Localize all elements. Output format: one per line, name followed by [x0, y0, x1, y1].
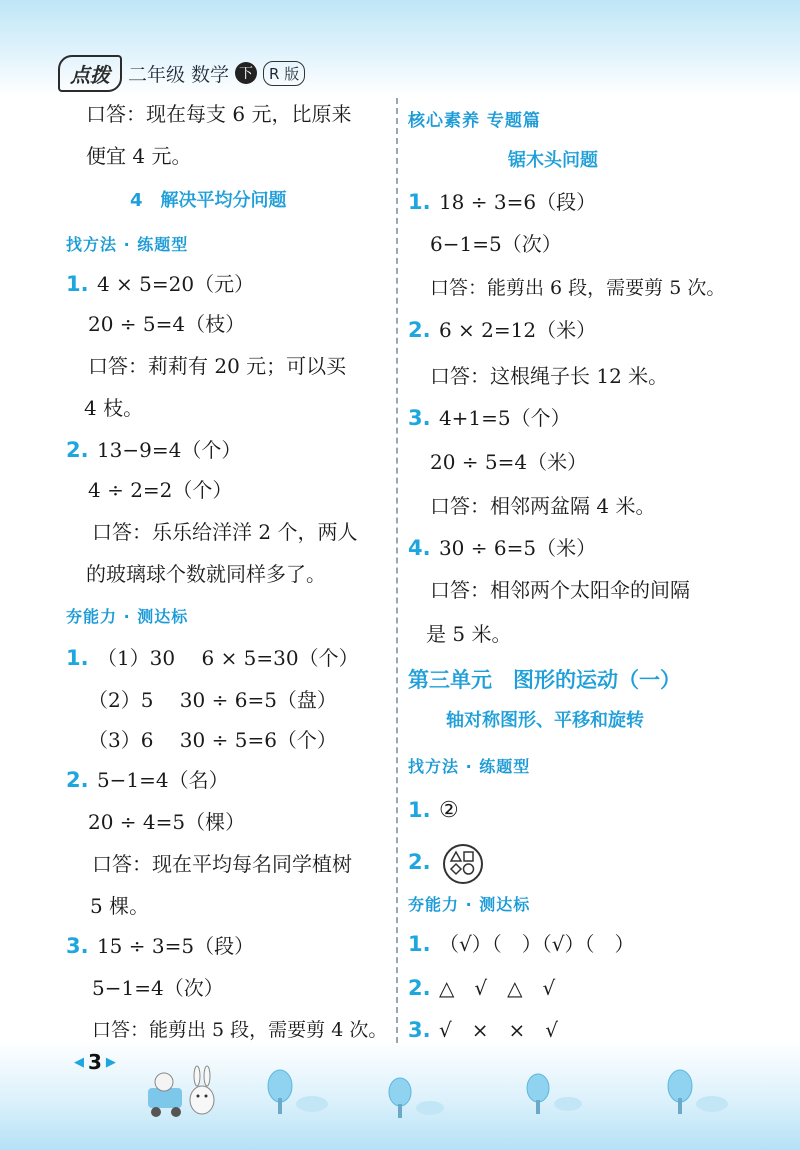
answer-line: 口答：相邻两盆隔 4 米。 [430, 494, 656, 518]
question-4 [408, 534, 596, 562]
question-number: 1. [408, 932, 431, 956]
answer-line: 30 ÷ 6=5（米） [438, 536, 597, 560]
subject-label: 二年级 数学 [128, 63, 230, 86]
unit-title: 第三单元 图形的运动（一） [408, 668, 681, 692]
question-number: 2. [66, 438, 89, 462]
column-divider [396, 98, 398, 1043]
section-heading-core: 核心素养 专题篇 [408, 111, 541, 131]
question-number: 1. [66, 272, 89, 296]
answer-line: 口答：这根绳子长 12 米。 [430, 364, 669, 388]
answer-line: 5 棵。 [90, 894, 150, 918]
question-1 [408, 796, 459, 825]
question-number: 3. [408, 406, 431, 430]
volume-badge: 下 [235, 62, 257, 84]
section-heading-ability: 夯能力 · 测达标 [408, 895, 531, 914]
answer-line: 5−1=4（次） [92, 976, 224, 1000]
shapes-circle-icon [443, 844, 483, 884]
answer-line: 20 ÷ 5=4（米） [430, 450, 588, 474]
tree-icon [662, 1066, 732, 1116]
topic-title: 锯木头问题 [508, 150, 598, 171]
answer-line: 口答：现在平均每名同学植树 [92, 852, 352, 876]
answer-line: （3）6 30 ÷ 5=6（个） [88, 728, 337, 752]
question-number: 1. [66, 646, 89, 670]
answer-line: 4 × 5=20（元） [96, 272, 255, 296]
edition-label: R 版 [263, 61, 305, 86]
page-number-value: 3 [88, 1050, 102, 1074]
question-1 [408, 930, 634, 958]
answer-line: 4 ÷ 2=2（个） [88, 478, 233, 502]
question-number: 4. [408, 536, 431, 560]
question-1 [66, 270, 254, 298]
page-header [58, 56, 305, 90]
question-number: 3. [66, 934, 89, 958]
question-number: 2. [408, 850, 431, 874]
bunny-cart-illustration-icon [140, 1062, 230, 1122]
answer-line: 20 ÷ 4=5（棵） [88, 810, 246, 834]
question-2 [408, 316, 596, 344]
question-number: 1. [408, 190, 431, 214]
right-triangle-icon: ▶ [105, 1054, 116, 1070]
shapes-icon [445, 846, 481, 882]
answer-line: 4 枝。 [84, 396, 144, 420]
answer-line: △ √ △ √ [438, 976, 556, 1000]
answer-line: 6−1=5（次） [430, 232, 562, 256]
answer-line: 18 ÷ 3=6（段） [438, 190, 597, 214]
question-1 [408, 188, 596, 216]
answer-line: 是 5 米。 [426, 622, 512, 646]
tree-icon [382, 1074, 452, 1120]
tree-icon [262, 1066, 332, 1116]
answer-line: 口答：现在每支 6 元，比原来 [86, 102, 352, 126]
answer-line: （√）（ ）（√）（ ） [438, 932, 635, 956]
question-1 [66, 644, 359, 672]
question-2 [408, 974, 555, 1002]
question-2 [66, 766, 229, 794]
left-triangle-icon: ◀ [74, 1054, 84, 1070]
answer-line: √ × × √ [438, 1018, 558, 1042]
question-2 [408, 842, 483, 884]
answer-line: 口答：能剪出 5 段，需要剪 4 次。 [92, 1019, 388, 1041]
answer-line: 6 × 2=12（米） [438, 318, 597, 342]
answer-line: （1）30 6 × 5=30（个） [96, 646, 359, 670]
question-number: 2. [408, 976, 431, 1000]
section-heading-ability: 夯能力 · 测达标 [66, 607, 189, 626]
answer-line: 4+1=5（个） [438, 406, 571, 430]
question-number: 1. [408, 798, 431, 822]
question-3 [408, 1016, 558, 1044]
answer-line: 口答：能剪出 6 段，需要剪 5 次。 [430, 277, 726, 299]
circled-answer: ② [438, 798, 459, 823]
answer-line: 口答：乐乐给洋洋 2 个，两人 [92, 520, 358, 544]
brand-logo: 点拨 [58, 55, 122, 92]
page-number [74, 1050, 116, 1074]
lesson-title: 4 解决平均分问题 [130, 190, 287, 211]
answer-line: 的玻璃球个数就同样多了。 [86, 562, 326, 586]
question-3 [408, 404, 571, 432]
answer-line: 口答：莉莉有 20 元；可以买 [88, 354, 347, 378]
question-number: 2. [408, 318, 431, 342]
answer-line: 便宜 4 元。 [86, 144, 192, 168]
answer-line: 13−9=4（个） [96, 438, 242, 462]
tree-icon [520, 1070, 590, 1116]
answer-line: （2）5 30 ÷ 6=5（盘） [88, 688, 337, 712]
answer-line: 口答：相邻两个太阳伞的间隔 [430, 578, 690, 602]
section-heading-method: 找方法 · 练题型 [408, 757, 531, 776]
unit-subtitle: 轴对称图形、平移和旋转 [446, 710, 644, 731]
answer-line: 15 ÷ 3=5（段） [96, 934, 255, 958]
answer-line: 20 ÷ 5=4（枝） [88, 312, 246, 336]
question-number: 2. [66, 768, 89, 792]
question-2 [66, 436, 241, 464]
question-3 [66, 932, 254, 960]
answer-line: 5−1=4（名） [96, 768, 229, 792]
question-number: 3. [408, 1018, 431, 1042]
section-heading-method: 找方法 · 练题型 [66, 235, 189, 254]
